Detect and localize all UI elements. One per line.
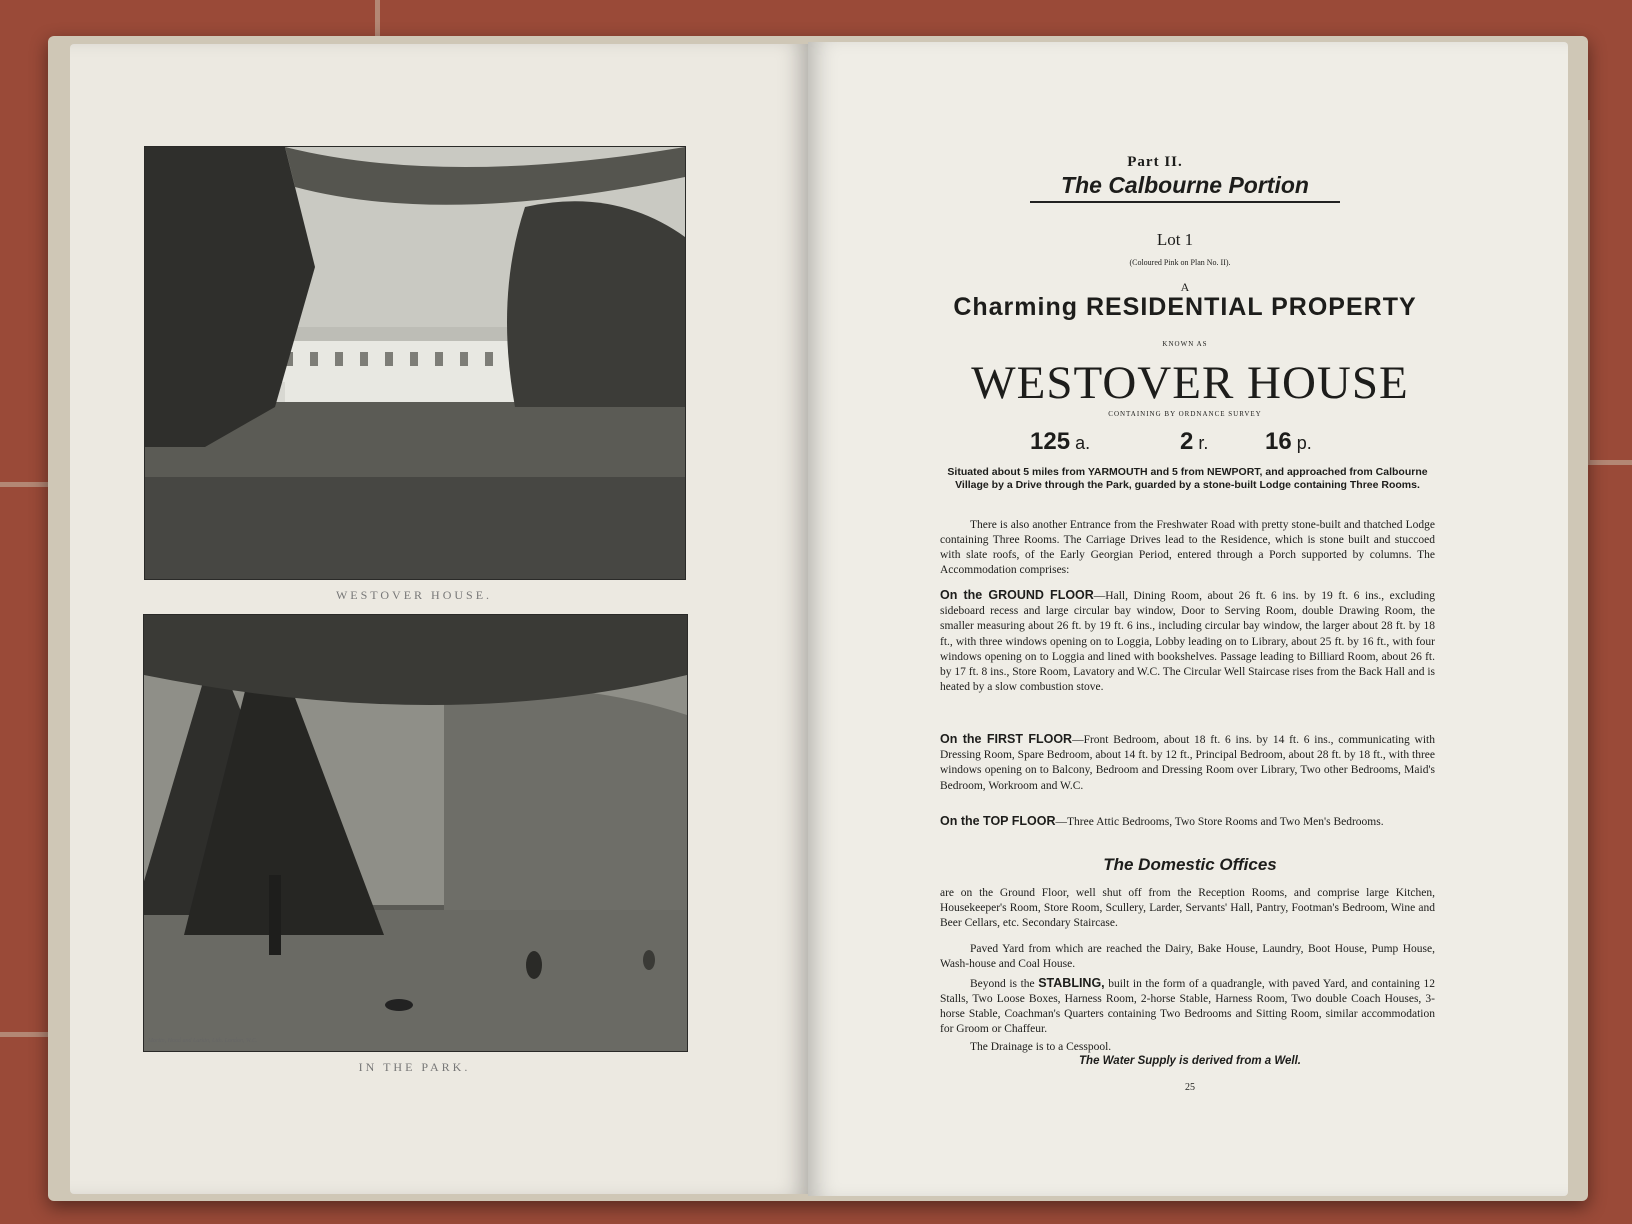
- stabling-intro: Beyond is the: [970, 978, 1035, 990]
- first-floor-section: [940, 732, 1435, 794]
- headline: Charming RESIDENTIAL PROPERTY: [953, 293, 1417, 321]
- perches-unit: p.: [1296, 433, 1312, 453]
- stabling-heading: STABLING,: [1038, 976, 1105, 990]
- acres-value: 125: [1030, 428, 1071, 455]
- portion-title: The Calbourne Portion: [1030, 172, 1340, 203]
- tile-grout: [0, 482, 48, 487]
- top-floor-text: —Three Attic Bedrooms, Two Store Rooms and Two Men's Bedrooms.: [1055, 816, 1384, 828]
- paved-yard-paragraph: Paved Yard from which are reached the Dairy, Bake House, Laundry, Boot House, Pump House, Wash-house and Coal House.: [940, 943, 1435, 970]
- ground-floor-section: [940, 588, 1435, 695]
- stabling-paragraph: [940, 976, 1435, 1037]
- water-supply-line: The Water Supply is derived from a Well.: [1079, 1055, 1301, 1067]
- print-credit: Martin, Hood and Larkin, Lith. London, W.C.: [148, 1038, 258, 1044]
- area-perches: [1265, 428, 1312, 456]
- containing-note: CONTAINING BY ORDNANCE SURVEY: [1108, 410, 1262, 418]
- photo-in-the-park: [143, 614, 688, 1052]
- first-floor-text: —Front Bedroom, about 18 ft. 6 ins. by 14 ft. 6 ins., communicating with Dressing Room, Spare Bedroom, about 14 ft. by 12 ft., Principal Bedroom, about 28 ft. by 18 ft., with three windows opening on to Balcony, Bedroom and Dressing Room over Library, Two other Bedrooms, Maid's Bedroom, Workroom and W.C.: [940, 734, 1435, 792]
- situated-paragraph: Situated about 5 miles from YARMOUTH and 5 from NEWPORT, and approached from Calbourne Village by a Drive through the Park, guarded by a stone-built Lodge containing Three Rooms.: [947, 466, 1428, 491]
- tile-grout: [375, 0, 380, 36]
- drainage-line: The Drainage is to a Cesspool.: [970, 1041, 1112, 1053]
- ground-floor-text: —Hall, Dining Room, about 26 ft. 6 ins. by 19 ft. 6 ins., excluding sideboard recess and large circular bay window, Door to Serving Room, double Drawing Room, the smaller measuring about 26 ft. by 19 ft. 6 ins., including circular bay window, the larger about 28 ft. by 18 ft., with three windows opening on to Loggia, Lobby leading on to Library, about 25 ft. by 16 ft., with four windows opening on to Loggia and lined with bookshelves. Passage leading to Billiard Room, about 26 ft. by 17 ft. 8 ins., Store Room, Lavatory and W.C. The Circular Well Staircase rises from the Back Hall and is heated by a slow combustion stove.: [940, 590, 1435, 694]
- roods-unit: r.: [1198, 433, 1209, 453]
- part-heading: Part II.: [1127, 154, 1183, 170]
- known-as: KNOWN AS: [1162, 340, 1208, 348]
- roods-value: 2: [1180, 428, 1194, 455]
- stabling-text: built in the form of a quadrangle, with paved Yard, and containing 12 Stalls, Two Loose Boxes, Harness Room, 2-horse Stable, Harness Room, Two double Coach Houses, 3-horse Stable, Coachman's Quarters containing Two Bedrooms and Sitting Room, similar accommodation for Groom or Chaffeur.: [940, 978, 1436, 1035]
- domestic-offices-text: are on the Ground Floor, well shut off from the Reception Rooms, and comprise large Kitchen, Housekeeper's Room, Store Room, Scullery, Larder, Servants' Hall, Pantry, Footman's Bedroom, Wine and Beer Cellars, etc. Secondary Staircase.: [940, 887, 1435, 929]
- tile-grout: [0, 1032, 48, 1037]
- caption-in-the-park: IN THE PARK.: [358, 1060, 471, 1074]
- article-a: A: [1180, 280, 1190, 294]
- area-acres: [1030, 428, 1090, 456]
- acres-unit: a.: [1075, 433, 1091, 453]
- caption-westover-house: WESTOVER HOUSE.: [335, 588, 493, 602]
- photo-westover-house: [144, 146, 686, 580]
- area-roods: [1180, 428, 1208, 456]
- ground-floor-heading: On the GROUND FLOOR: [940, 588, 1094, 602]
- top-floor-heading: On the TOP FLOOR: [940, 814, 1056, 828]
- entrance-paragraph: There is also another Entrance from the Freshwater Road with pretty stone-built and thatched Lodge containing Three Rooms. The Carriage Drives lead to the Residence, which is stone built and stuccoed with slate roofs, of the Early Georgian Period, entered through a Porch supported by columns. The Accommodation comprises:: [940, 519, 1435, 576]
- lot-number: Lot 1: [1156, 230, 1194, 249]
- first-floor-heading: On the FIRST FLOOR: [940, 732, 1073, 746]
- top-floor-section: [940, 814, 1435, 830]
- lot-note: (Coloured Pink on Plan No. II).: [1129, 258, 1231, 267]
- perches-value: 16: [1265, 428, 1292, 455]
- domestic-offices-heading: The Domestic Offices: [1103, 855, 1277, 874]
- house-name: WESTOVER HOUSE: [971, 357, 1409, 409]
- page-number: 25: [1185, 1082, 1195, 1093]
